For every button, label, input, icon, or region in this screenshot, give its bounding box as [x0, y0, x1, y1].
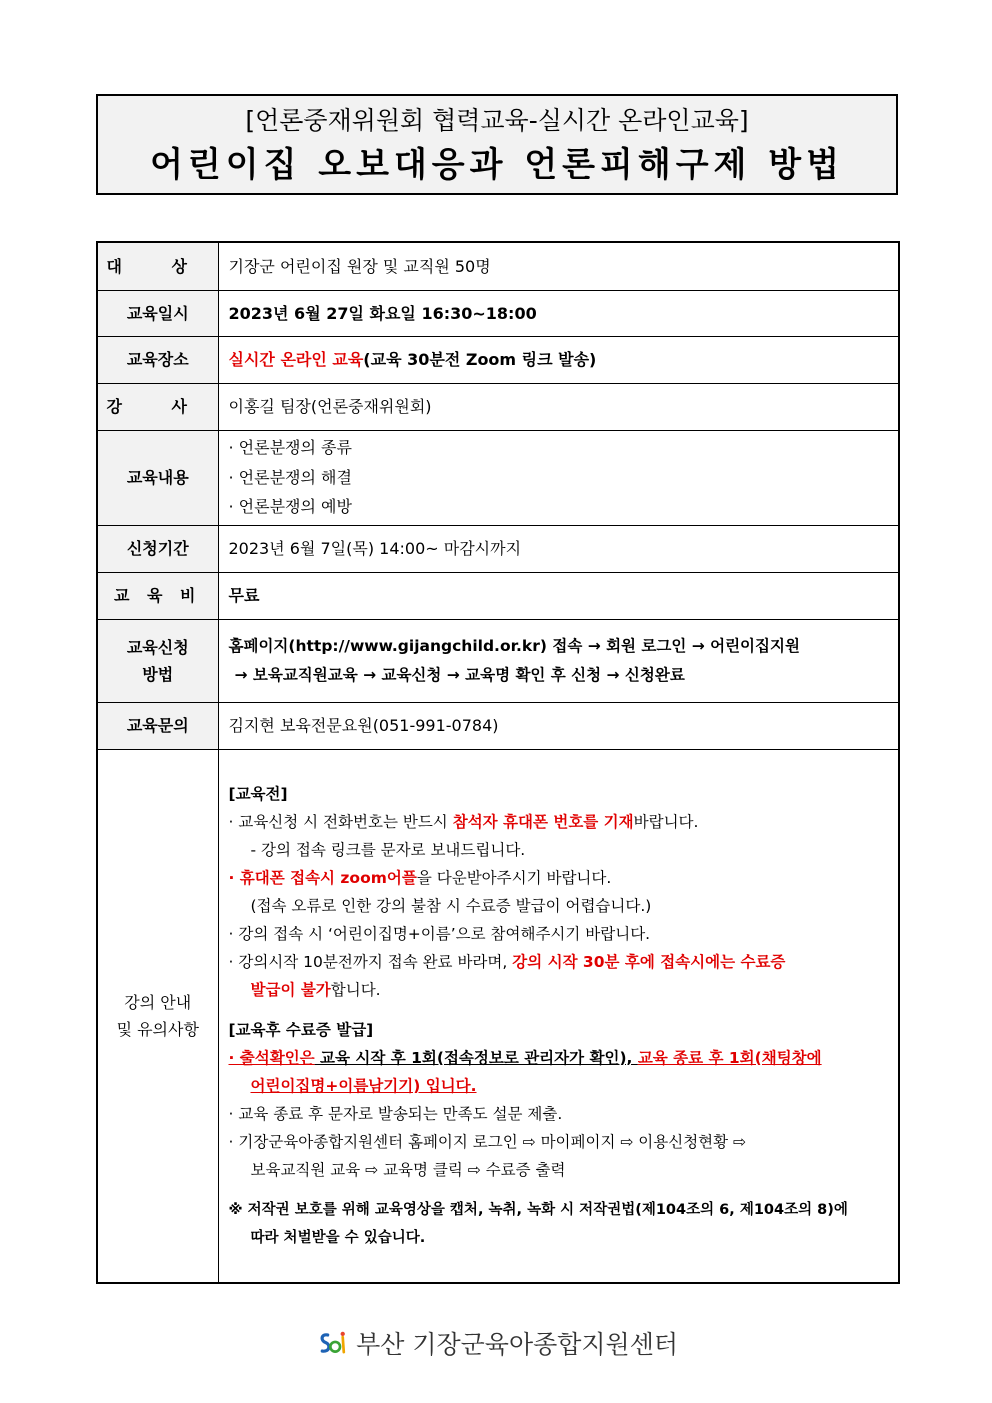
label-notes: 강의 안내 및 유의사항: [97, 749, 218, 1283]
row-notes: [97, 749, 899, 1283]
center-logo-icon: [318, 1320, 348, 1366]
footer-org-name: 부산 기장군육아종합지원센터: [356, 1330, 678, 1359]
row-date: [97, 290, 899, 336]
title-heading: 어린이집 오보대응과 언론피해구제 방법: [150, 145, 844, 185]
value-place: [218, 336, 899, 383]
after-item-1: · 출석확인은 교육 시작 후 1회(접속정보로 관리자가 확인), 교육 종료 후 1회(채팅창에: [228, 1048, 822, 1067]
value-apply: [218, 619, 899, 702]
before-item-4: · 강의시작 10분전까지 접속 완료 바라며, 강의 시작 30분 후에 접속시에는 수료증: [228, 952, 786, 971]
after-item-2: · 교육 종료 후 문자로 발송되는 만족도 설문 제출.: [228, 1104, 563, 1123]
before-item-2-sub: (접속 오류로 인한 강의 불참 시 수료증 발급이 어렵습니다.): [250, 896, 652, 915]
place-online: 실시간 온라인 교육: [228, 350, 364, 369]
before-item-3: · 강의 접속 시 ‘어린이집명+이름’으로 참여해주시기 바랍니다.: [228, 924, 651, 943]
value-content: [218, 430, 899, 525]
label-period: 신청기간: [97, 525, 218, 572]
title-subheading: [언론중재위원회 협력교육-실시간 온라인교육]: [245, 106, 749, 135]
before-item-1: · 교육신청 시 전화번호는 반드시 참석자 휴대폰 번호를 기재바랍니다.: [228, 812, 699, 831]
label-inquiry: 교육문의: [97, 702, 218, 749]
label-content: 교육내용: [97, 430, 218, 525]
value-date: 2023년 6월 27일 화요일 16:30~18:00: [218, 290, 899, 336]
row-target: [97, 242, 899, 290]
label-lecturer: 강 사: [97, 383, 218, 430]
before-item-4-sub: 발급이 불가합니다.: [250, 980, 381, 999]
label-target: 대 상: [97, 242, 218, 290]
after-item-3-sub: 보육교직원 교육 ⇨ 교육명 클릭 ⇨ 수료증 출력: [250, 1160, 566, 1179]
content-item: · 언론분쟁의 종류: [228, 438, 352, 458]
label-fee: 교 육 비: [97, 572, 218, 619]
row-apply: [97, 619, 899, 702]
before-item-2: · 휴대폰 접속시 zoom어플을 다운받아주시기 바랍니다.: [228, 868, 612, 887]
row-fee: [97, 572, 899, 619]
value-period: 2023년 6월 7일(목) 14:00~ 마감시까지: [218, 525, 899, 572]
copyright-notice: ※ 저작권 보호를 위해 교육영상을 캡처, 녹취, 녹화 시 저작권법(제104조의 6, 제104조의 8)에: [228, 1201, 848, 1218]
content-item: · 언론분쟁의 해결: [228, 467, 352, 487]
label-date: 교육일시: [97, 290, 218, 336]
footer: [318, 1320, 678, 1366]
apply-line-2: → 보육교직원교육 → 교육신청 → 교육명 확인 후 신청 → 신청완료: [234, 665, 685, 684]
content-item: · 언론분쟁의 예방: [228, 497, 352, 517]
before-heading: [교육전]: [228, 784, 288, 803]
title-box: [96, 94, 898, 195]
after-item-3: · 기장군육아종합지원센터 홈페이지 로그인 ⇨ 마이페이지 ⇨ 이용신청현황 ⇨: [228, 1132, 747, 1151]
row-place: [97, 336, 899, 383]
value-fee: 무료: [218, 572, 899, 619]
apply-line-1: 홈페이지(http://www.gijangchild.or.kr) 접속 → 회원 로그인 → 어린이집지원: [228, 636, 800, 655]
label-place: 교육장소: [97, 336, 218, 383]
value-target: 기장군 어린이집 원장 및 교직원 50명: [218, 242, 899, 290]
value-inquiry: 김지현 보육전문요원(051-991-0784): [218, 702, 899, 749]
row-inquiry: [97, 702, 899, 749]
row-lecturer: [97, 383, 899, 430]
after-item-1-sub: 어린이집명+이름남기기) 입니다.: [250, 1076, 477, 1095]
place-note: (교육 30분전 Zoom 링크 발송): [363, 350, 597, 369]
before-item-1-sub: - 강의 접속 링크를 문자로 보내드립니다.: [250, 840, 526, 859]
copyright-notice-cont: 따라 처벌받을 수 있습니다.: [250, 1229, 426, 1246]
value-lecturer: 이홍길 팀장(언론중재위원회): [218, 383, 899, 430]
after-heading: [교육후 수료증 발급]: [228, 1020, 374, 1039]
value-notes: [218, 749, 899, 1283]
label-apply: 교육신청 방법: [97, 619, 218, 702]
info-table: [96, 241, 900, 1284]
row-content: [97, 430, 899, 525]
row-period: [97, 525, 899, 572]
